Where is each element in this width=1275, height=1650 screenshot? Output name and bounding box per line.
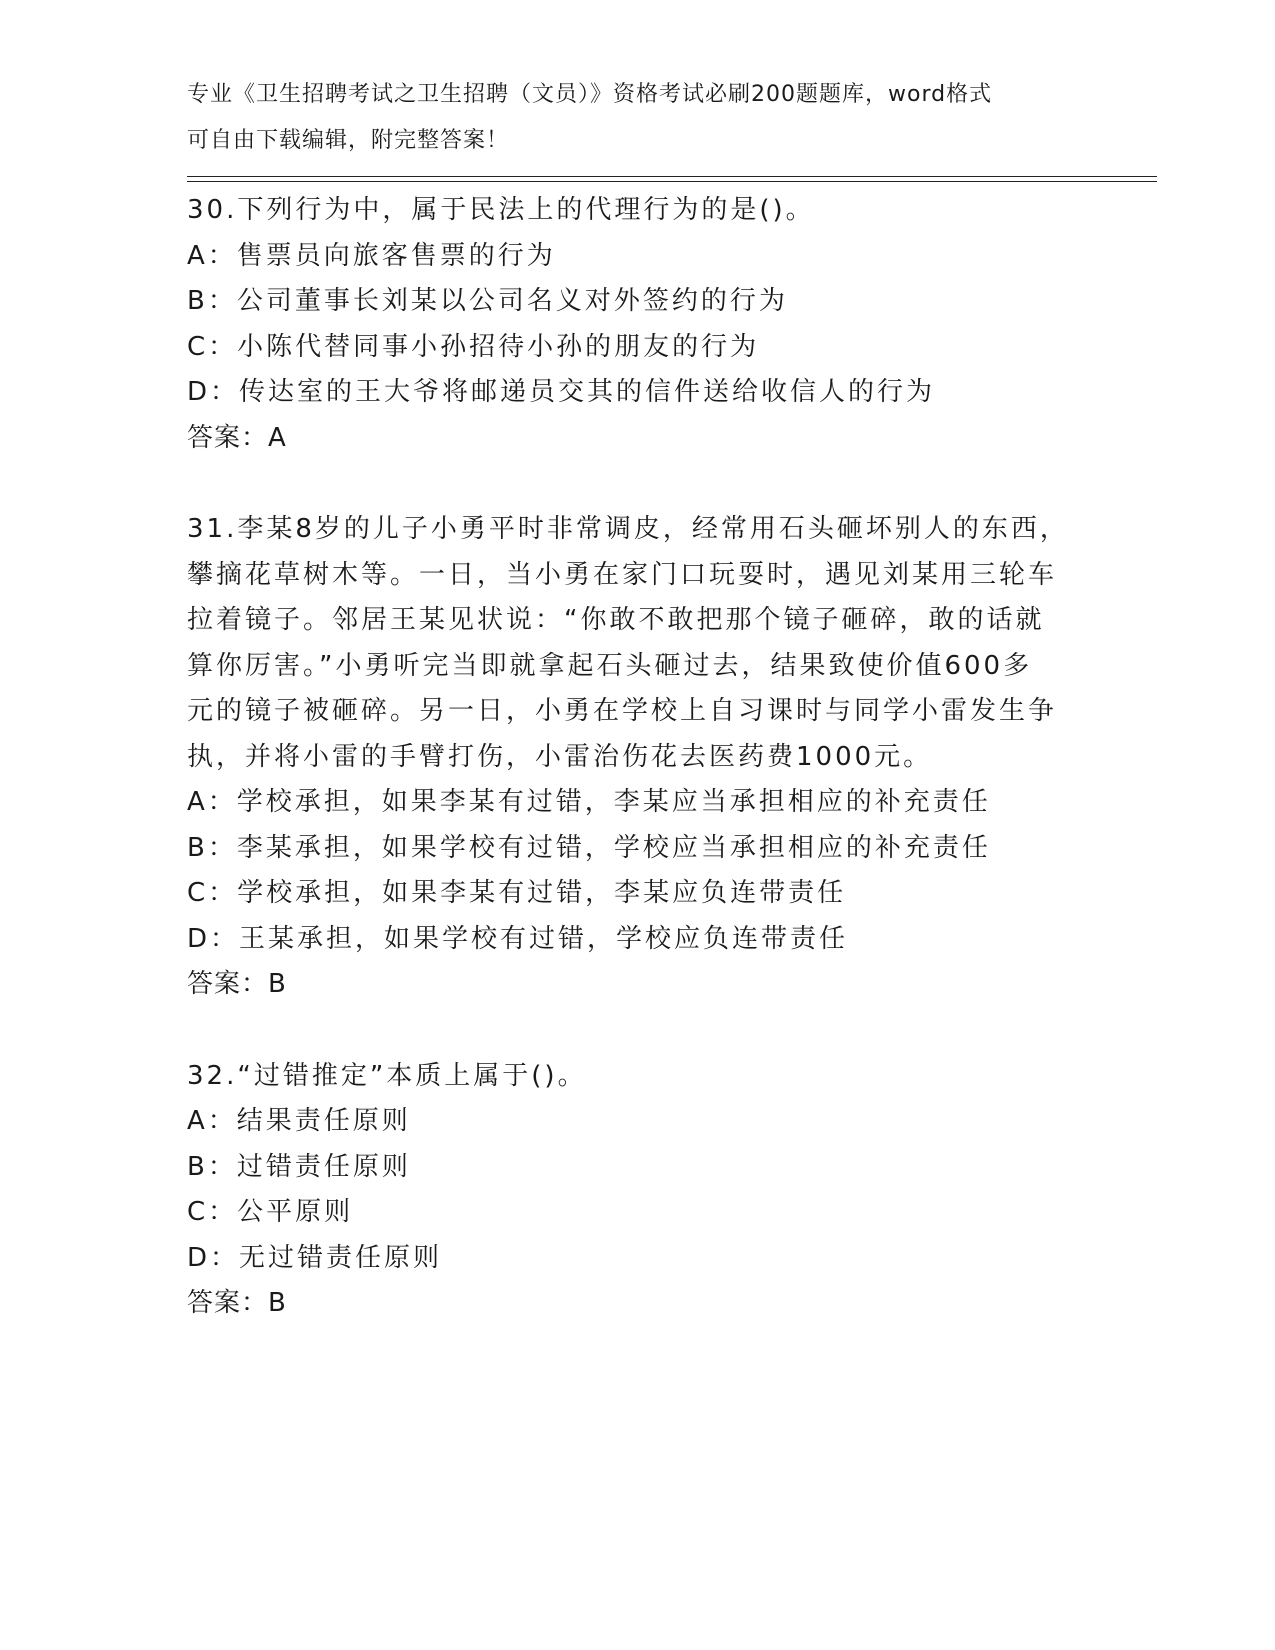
option-a: A：学校承担，如果李某有过错，李某应当承担相应的补充责任	[187, 787, 991, 817]
option-b: B：过错责任原则	[187, 1151, 411, 1182]
answer: 答案：A	[187, 422, 287, 453]
option-b: B：公司董事长刘某以公司名义对外签约的行为	[187, 286, 788, 316]
option-c: C：公平原则	[187, 1197, 354, 1227]
option-d: D：王某承担，如果学校有过错，学校应负连带责任	[187, 923, 849, 954]
document-header	[187, 72, 1067, 163]
answer: 答案：B	[187, 1288, 287, 1318]
spacer	[187, 461, 1067, 507]
answer: 答案：B	[187, 969, 287, 999]
header-line-1: 专业《卫生招聘考试之卫生招聘（文员）》资格考试必刷200题题库，word格式	[187, 82, 993, 107]
option-b: B：李某承担，如果学校有过错，学校应当承担相应的补充责任	[187, 832, 991, 863]
option-d: D：无过错责任原则	[187, 1242, 443, 1273]
spacer	[187, 1008, 1067, 1054]
question-30	[187, 188, 1067, 461]
question-31	[187, 507, 1067, 1008]
question-stem: 30.下列行为中，属于民法上的代理行为的是()。	[187, 195, 815, 225]
option-a: A：售票员向旅客售票的行为	[187, 240, 556, 271]
option-c: C：小陈代替同事小孙招待小孙的朋友的行为	[187, 331, 760, 362]
question-stem-line: 元的镜子被砸碎。另一日，小勇在学校上自习课时与同学小雷发生争	[187, 696, 1058, 726]
question-stem-line: 执，并将小雷的手臂打伤，小雷治伤花去医药费1000元。	[187, 741, 933, 772]
option-d: D：传达室的王大爷将邮递员交其的信件送给收信人的行为	[187, 377, 936, 407]
header-divider-bottom	[187, 181, 1157, 182]
header-line-2: 可自由下载编辑，附完整答案！	[187, 127, 510, 153]
question-stem-line: 拉着镜子。邻居王某见状说：“你敢不敢把那个镜子砸碎，敢的话就	[187, 605, 1045, 635]
question-stem-line: 31.李某8岁的儿子小勇平时非常调皮，经常用石头砸坏别人的东西，	[187, 514, 1069, 544]
header-divider-top	[187, 176, 1157, 177]
option-c: C：学校承担，如果李某有过错，李某应负连带责任	[187, 878, 847, 908]
question-stem-line: 攀摘花草树木等。一日，当小勇在家门口玩耍时，遇见刘某用三轮车	[187, 559, 1058, 590]
option-a: A：结果责任原则	[187, 1106, 411, 1136]
question-stem: 32.“过错推定”本质上属于()。	[187, 1060, 587, 1091]
question-32	[187, 1054, 1067, 1327]
question-stem-line: 算你厉害。”小勇听完当即就拿起石头砸过去，结果致使价值600多	[187, 650, 1033, 681]
question-list	[187, 188, 1067, 1327]
